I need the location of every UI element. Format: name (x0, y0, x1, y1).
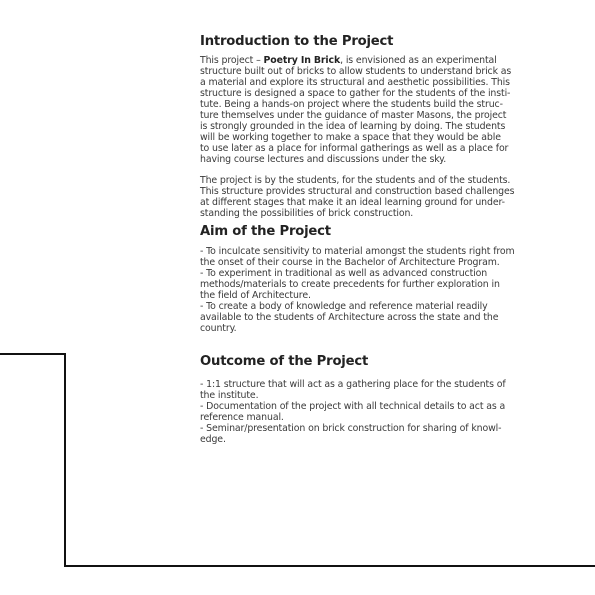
intro-text-after-project-name: , is envisioned as an experimental (340, 55, 497, 66)
intro-heading: Introduction to the Project (200, 34, 394, 49)
aim-list (200, 246, 568, 334)
outcome-list (200, 379, 568, 445)
aim-list-line: - To experiment in traditional as well as advanced construction (200, 268, 488, 279)
intro-paragraph-2-line: at different stages that make it an ideal learning ground for under- (200, 197, 505, 208)
intro-text-before-project-name: This project – (200, 55, 264, 66)
intro-paragraph-2-line: The project is by the students, for the students and of the students. (200, 175, 511, 186)
intro-paragraph-1 (200, 55, 568, 165)
intro-paragraph-1-line (200, 55, 568, 66)
intro-paragraph-1-line: a material and explore its structural and aesthetic possibilities. This (200, 77, 510, 88)
intro-paragraph-1-line: is strongly grounded in the idea of learning by doing. The students (200, 121, 506, 132)
frame-line-bottom (64, 565, 595, 567)
intro-paragraph-1-line: having course lectures and discussions under the sky. (200, 154, 447, 165)
intro-paragraph-2-line: This structure provides structural and construction based challenges (200, 186, 515, 197)
document-text-column (200, 33, 568, 445)
aim-list-line: country. (200, 323, 237, 334)
frame-line-left (64, 353, 66, 567)
project-name: Poetry In Brick (263, 55, 341, 66)
outcome-heading: Outcome of the Project (200, 354, 369, 369)
outcome-list-line: edge. (200, 434, 226, 445)
outcome-list-line: the institute. (200, 390, 259, 401)
intro-paragraph-1-line: tute. Being a hands-on project where the students build the struc- (200, 99, 503, 110)
intro-paragraph-1-line: to use later as a place for informal gatherings as well as a place for (200, 143, 509, 154)
aim-list-line: - To inculcate sensitivity to material amongst the students right from (200, 246, 515, 257)
frame-line-top (0, 353, 66, 355)
intro-paragraph-1-line: will be working together to make a space that they would be able (200, 132, 501, 143)
intro-paragraph-1-line: structure built out of bricks to allow students to understand brick as (200, 66, 512, 77)
intro-paragraph-1-line: structure is designed a space to gather for the students of the insti- (200, 88, 511, 99)
aim-list-line: methods/materials to create precedents for further exploration in (200, 279, 500, 290)
outcome-list-line: - 1:1 structure that will act as a gathering place for the students of (200, 379, 506, 390)
aim-list-line: available to the students of Architecture across the state and the (200, 312, 499, 323)
outcome-list-line: - Documentation of the project with all technical details to act as a (200, 401, 506, 412)
aim-list-line: the onset of their course in the Bachelor of Architecture Program. (200, 257, 500, 268)
aim-list-line: - To create a body of knowledge and reference material readily (200, 301, 488, 312)
outcome-list-line: reference manual. (200, 412, 284, 423)
intro-paragraph-2-line: standing the possibilities of brick construction. (200, 208, 414, 219)
aim-list-line: the field of Architecture. (200, 290, 311, 301)
intro-paragraph-2 (200, 175, 568, 219)
outcome-list-line: - Seminar/presentation on brick construction for sharing of knowl- (200, 423, 502, 434)
intro-paragraph-1-line: ture themselves under the guidance of master Masons, the project (200, 110, 507, 121)
aim-heading: Aim of the Project (200, 224, 331, 239)
